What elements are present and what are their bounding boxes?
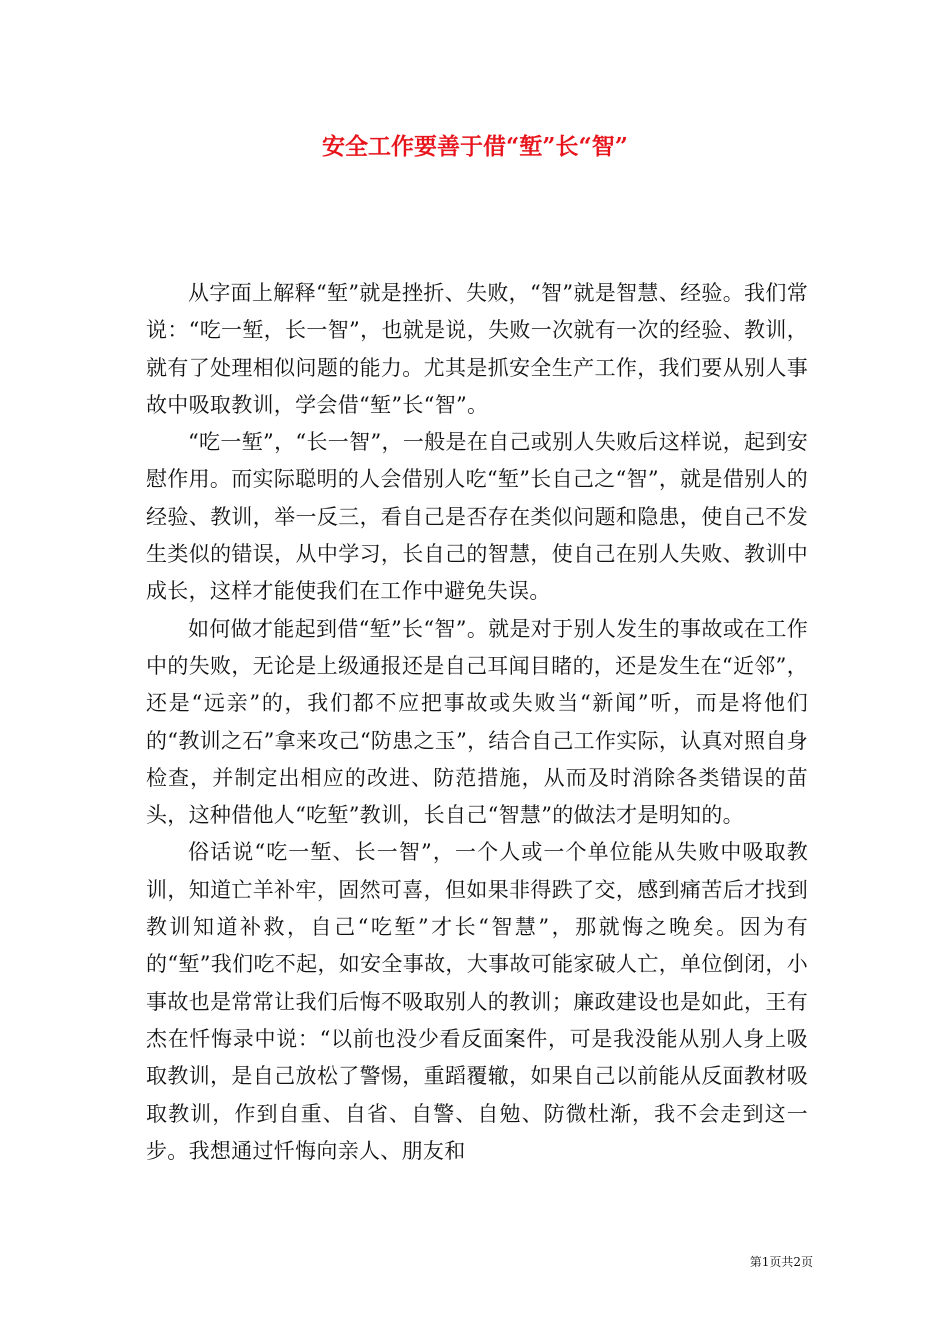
document-body bbox=[146, 275, 808, 1170]
page-number-footer: 第1页共2页 bbox=[749, 1255, 813, 1269]
paragraph-4: 俗话说“吃一堑、长一智”，一个人或一个单位能从失败中吸取教训，知道亡羊补牢，固然可喜，但如果非得跌了交，感到痛苦后才找到教训知道补救，自己“吃堑”才长“智慧”，那就悔之晚矣。因为有的“堑”我们吃不起，如安全事故，大事故可能家破人亡，单位倒闭，小事故也是常常让我们后悔不吸取别人的教训；廉政建设也是如此，王有杰在忏悔录中说：“以前也没少看反面案件，可是我没能从别人身上吸取教训，是自己放松了警惕，重蹈覆辙，如果自己以前能从反面教材吸取教训，作到自重、自省、自警、自勉、防微杜渐，我不会走到这一步。我想通过忏悔向亲人、朋友和 bbox=[146, 840, 808, 1163]
paragraph-3: 如何做才能起到借“堑”长“智”。就是对于别人发生的事故或在工作中的失败，无论是上级通报还是自己耳闻目睹的，还是发生在“近邻”，还是“远亲”的，我们都不应把事故或失败当“新闻”听，而是将他们的“教训之石”拿来攻己“防患之玉”，结合自己工作实际，认真对照自身检查，并制定出相应的改进、防范措施，从而及时消除各类错误的苗头，这种借他人“吃堑”教训，长自己“智慧”的做法才是明知的。 bbox=[146, 616, 808, 828]
paragraph-2: “吃一堑”，“长一智”，一般是在自己或别人失败后这样说，起到安慰作用。而实际聪明的人会借别人吃“堑”长自己之“智”，就是借别人的经验、教训，举一反三，看自己是否存在类似问题和隐患，使自己不发生类似的错误，从中学习，长自己的智慧，使自己在别人失败、教训中成长，这样才能使我们在工作中避免失误。 bbox=[146, 430, 808, 604]
paragraph-1: 从字面上解释“堑”就是挫折、失败，“智”就是智慧、经验。我们常说：“吃一堑，长一智”，也就是说，失败一次就有一次的经验、教训，就有了处理相似问题的能力。尤其是抓安全生产工作，我们要从别人事故中吸取教训，学会借“堑”长“智”。 bbox=[146, 281, 808, 417]
document-title: 安全工作要善于借“堑”长“智” bbox=[322, 133, 628, 160]
